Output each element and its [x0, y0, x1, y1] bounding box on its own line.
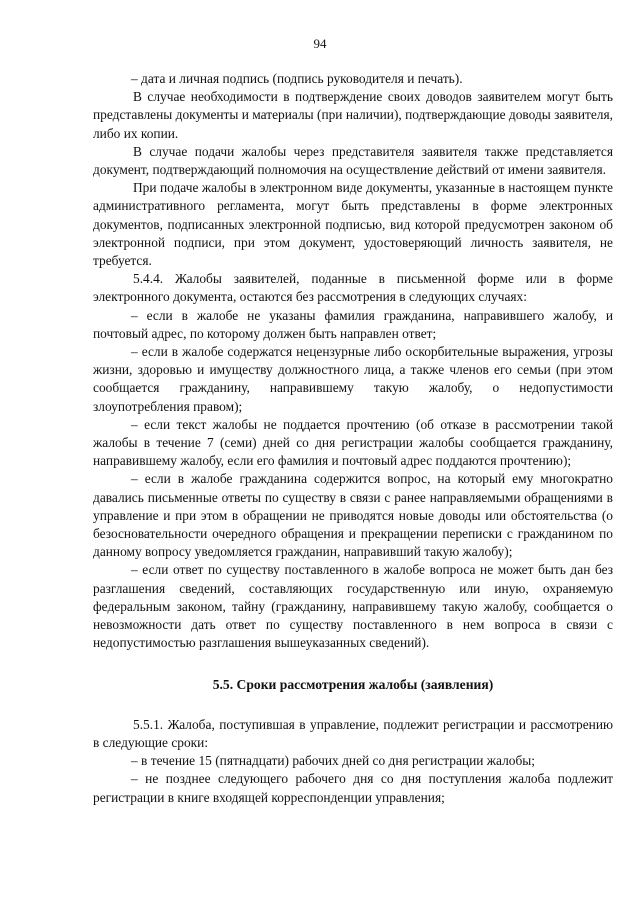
list-item-unreadable-text: – если текст жалобы не поддается прочтению (об отказе в рассмотрении такой жалобы в течение 7 (семи) дней со дня регистрации жалобы сообщается гражданину, направившему жалобу, если его фамилия и почтовый адрес поддаются прочтению);: [93, 416, 613, 469]
list-item-repeated-question: – если в жалобе гражданина содержится вопрос, на который ему многократно давались письменные ответы по существу в связи с ранее направляемыми обращениями в управление и при этом в обращении не приводятся новые доводы или обстоятельства (о безосновательности очередного обращения и прекращении переписки с гражданином по данному вопросу уведомляется гражданин, направивший такую жалобу);: [93, 471, 613, 560]
paragraph-supporting-documents: В случае необходимости в подтверждение своих доводов заявителем могут быть представлены документы и материалы (при наличии), подтверждающие доводы заявителя, либо их копии.: [93, 89, 613, 141]
paragraph-5-4-4: 5.4.4. Жалобы заявителей, поданные в письменной форме или в форме электронного документа, остаются без рассмотрения в следующих случаях:: [93, 271, 613, 305]
section-heading-5-5: 5.5. Сроки рассмотрения жалобы (заявления): [212, 676, 494, 692]
paragraph-electronic-submission: При подаче жалобы в электронном виде документы, указанные в настоящем пункте административного регламента, могут быть представлены в форме электронных документов, подписанных электронной подписью, вид которой предусмотрен законом об электронной подписи, при этом документ, удостоверяющий личность заявителя, не требуется.: [93, 180, 613, 269]
list-item-state-secret: – если ответ по существу поставленного в жалобе вопроса не может быть дан без разглашения сведений, составляющих государственную или иную, охраняемую федеральным законом, тайну (гражданину, направившему такую жалобу, сообщается о невозможности дать ответ по существу поставленного в нем вопроса в связи с недопустимостью разглашения вышеуказанных сведений).: [93, 562, 613, 651]
document-body: [93, 70, 613, 807]
list-item-next-working-day: – не позднее следующего рабочего дня со дня поступления жалоба подлежит регистрации в книге входящей корреспонденции управления;: [93, 771, 613, 805]
paragraph-5-5-1: 5.5.1. Жалоба, поступившая в управление, подлежит регистрации и рассмотрению в следующие сроки:: [93, 716, 613, 750]
page-number: 94: [313, 36, 327, 51]
paragraph-representative: В случае подачи жалобы через представителя заявителя также представляется документ, подтверждающий полномочия на осуществление действий от имени заявителя.: [93, 143, 613, 178]
paragraph-date-signature: – дата и личная подпись (подпись руководителя и печать).: [131, 71, 463, 86]
list-item-no-name-address: – если в жалобе не указаны фамилия гражданина, направившего жалобу, и почтовый адрес, по которому должен быть направлен ответ;: [93, 307, 613, 341]
list-item-obscene-language: – если в жалобе содержатся нецензурные либо оскорбительные выражения, угрозы жизни, здоровью и имуществу должностного лица, а также членов его семьи (при этом сообщается гражданину, направившему такую жалобу, о недопустимости злоупотребления правом);: [93, 344, 613, 414]
list-item-15-days: – в течение 15 (пятнадцати) рабочих дней со дня регистрации жалобы;: [131, 753, 535, 769]
